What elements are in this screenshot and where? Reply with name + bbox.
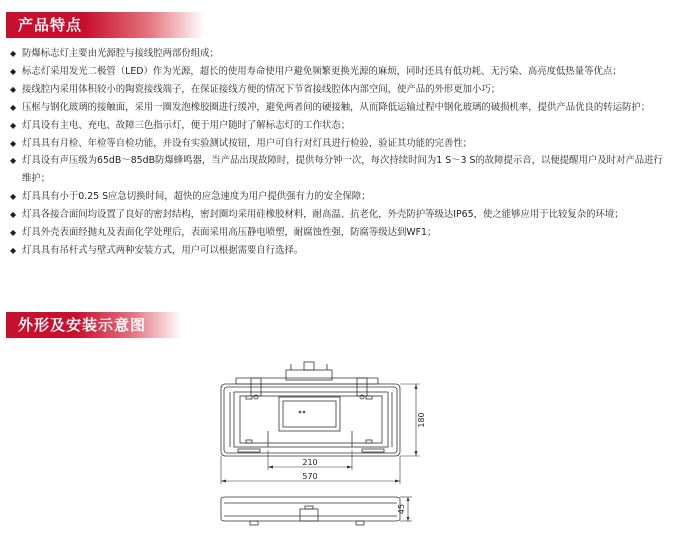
side-view bbox=[221, 497, 400, 525]
feature-item: ◆ 灯具外壳表面经抛丸及表面化学处理后，表面采用高压静电喷塑，耐腐蚀性强，防腐等级达到WF1； bbox=[10, 224, 672, 242]
features-title: 产品特点 bbox=[18, 16, 83, 34]
diamond-bullet-icon: ◆ bbox=[10, 156, 17, 166]
feature-item: ◆ 标志灯采用发光二极管（LED）作为光源，超长的使用寿命使用户避免频繁更换光源的麻烦，同时还具有低功耗、无污染、高亮度低热量等优点； bbox=[10, 63, 672, 81]
diamond-bullet-icon: ◆ bbox=[10, 245, 17, 255]
diamond-bullet-icon: ◆ bbox=[10, 192, 17, 202]
feature-item: ◆ 防爆标志灯主要由光源腔与接线腔两部份组成； bbox=[10, 45, 672, 63]
feature-item: ◆ 灯具具有吊杆式与壁式两种安装方式，用户可以根据需要自行选择。 bbox=[10, 242, 672, 260]
front-view bbox=[221, 362, 400, 456]
dim-total-width-label: 570 bbox=[302, 472, 318, 481]
diamond-bullet-icon: ◆ bbox=[10, 228, 17, 238]
dimension-lines bbox=[221, 384, 420, 521]
feature-item: ◆ 灯具设有声压级为65dB～85dB防爆蜂鸣器，当产品出现故障时，提供每分钟一次，每次持续时间为1 S～3 S的故障提示音，以便提醒用户及时对产品进行维护； bbox=[10, 152, 672, 188]
feature-item: ◆ 灯具具有小于0.25 S应急切换时间，超快的应急速度为用户提供强有力的安全保障； bbox=[10, 188, 672, 206]
diamond-bullet-icon: ◆ bbox=[10, 102, 17, 112]
feature-item: ◆ 接线腔内采用体积较小的陶瓷接线端子，在保证接线方便的情况下节省接线腔体内部空间，使产品的外形更加小巧； bbox=[10, 81, 672, 99]
diamond-bullet-icon: ◆ bbox=[10, 66, 17, 76]
feature-item: ◆ 灯具设有主电、充电、故障三色指示灯，便于用户随时了解标志灯的工作状态； bbox=[10, 117, 672, 135]
dim-height-label: 180 bbox=[417, 412, 426, 428]
diamond-bullet-icon: ◆ bbox=[10, 120, 17, 130]
feature-item: ◆ 灯具各接合面间均设置了良好的密封结构，密封圈均采用硅橡胶材料，耐高温、抗老化，外壳防护等级达IP65，使之能够应用于比较复杂的环境； bbox=[10, 206, 672, 224]
feature-item: ◆ 压框与钢化玻璃的接触面，采用一圈发泡橡胶圈进行缓冲，避免两者间的硬接触，从而降低运输过程中钢化玻璃的破损机率，提供产品优良的转运防护； bbox=[10, 99, 672, 117]
dim-depth-label: 45 bbox=[397, 503, 406, 515]
diamond-bullet-icon: ◆ bbox=[10, 210, 17, 220]
dim-inner-width-label: 210 bbox=[302, 458, 318, 467]
drawing-title: 外形及安装示意图 bbox=[18, 316, 147, 334]
diamond-bullet-icon: ◆ bbox=[10, 49, 17, 58]
feature-item: ◆ 灯具具有月检、年检等自检功能，并设有实验测试按钮，用户可自行对灯具进行检验，验证其功能的完善性； bbox=[10, 135, 672, 153]
diamond-bullet-icon: ◆ bbox=[10, 138, 17, 148]
diamond-bullet-icon: ◆ bbox=[10, 84, 17, 94]
